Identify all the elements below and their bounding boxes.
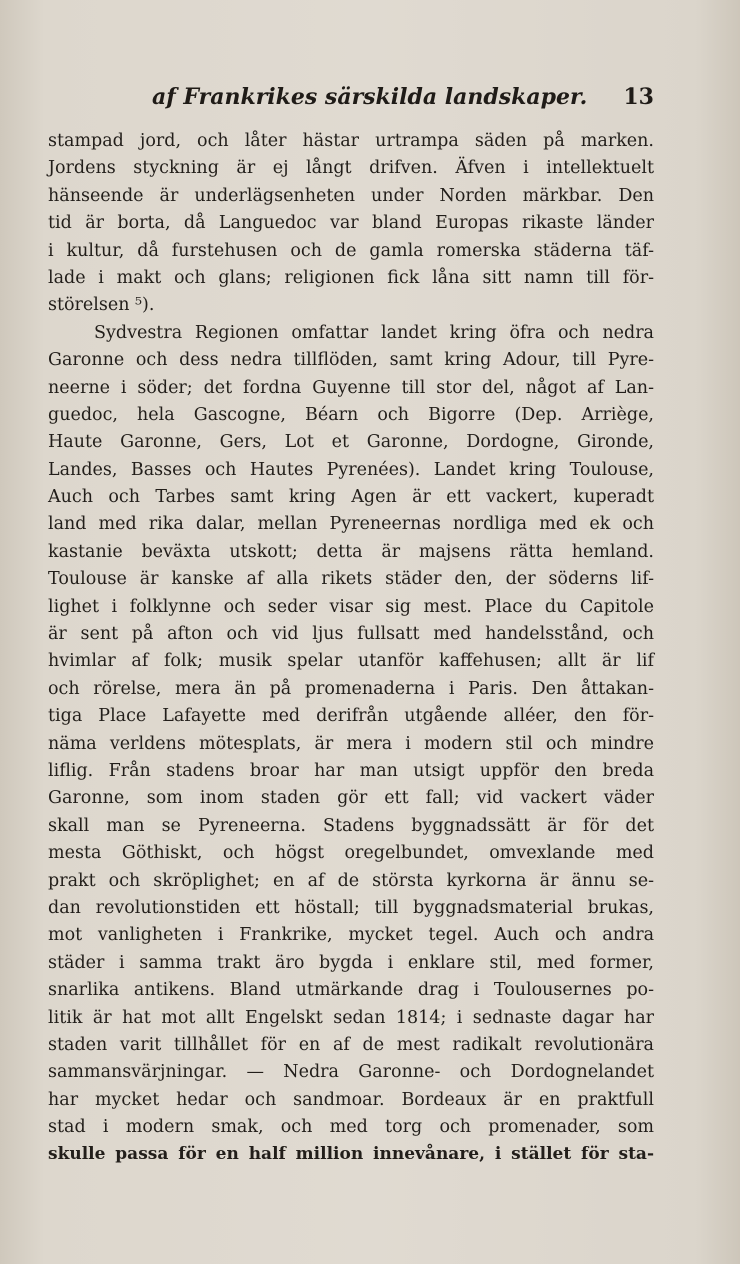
text-line: Jordens styckning är ej långt drifven. Äfven i intellektuelt (48, 158, 654, 179)
text-line: staden varit tillhållet för en af de mest radikalt revolutionära (48, 1034, 654, 1055)
text-line: Garonne, som inom staden gör ett fall; vid vackert väder (48, 788, 654, 809)
text-line: Auch och Tarbes samt kring Agen är ett vackert, kuperadt (48, 487, 654, 508)
text-line: land med rika dalar, mellan Pyreneernas nordliga med ek och (48, 514, 654, 535)
running-title: af Frankrikes särskilda landskaper. (152, 84, 588, 110)
text-line: snarlika antikens. Bland utmärkande drag i Toulousernes po- (48, 980, 654, 1001)
body-text (48, 128, 654, 1169)
text-line: tid är borta, då Languedoc var bland Europas rikaste länder (48, 213, 654, 234)
text-line: och rörelse, mera än på promenaderna i Paris. Den åttakan- (48, 678, 654, 699)
text-line: stampad jord, och låter hästar urtrampa säden på marken. (48, 131, 654, 151)
text-line: tiga Place Lafayette med derifrån utgående alléer, den för- (48, 706, 654, 727)
text-line: sammansvärjningar. — Nedra Garonne- och Dordognelandet (48, 1062, 654, 1083)
text-line: Toulouse är kanske af alla rikets städer den, der söderns lif- (48, 569, 654, 590)
text-line: Garonne och dess nedra tillflöden, samt kring Adour, till Pyre- (48, 350, 654, 371)
text-line: hänseende är underlägsenheten under Norden märkbar. Den (48, 185, 654, 206)
text-line: lade i makt och glans; religionen fick låna sitt namn till för- (48, 267, 654, 288)
text-line: neerne i söder; det fordna Guyenne till stor del, något af Lan- (48, 377, 654, 398)
paragraph-start-line: Sydvestra Regionen omfattar landet kring öfra och nedra (94, 322, 654, 343)
text-line: lighet i folklynne och seder visar sig mest. Place du Capitole (48, 596, 654, 617)
text-line: Landes, Basses och Hautes Pyrenées). Landet kring Toulouse, (48, 459, 654, 480)
page-header (48, 84, 658, 120)
text-line: prakt och skröplighet; en af de största kyrkorna är ännu se- (48, 870, 654, 891)
text-line: i kultur, då furstehusen och de gamla romerska städerna täf- (48, 240, 654, 261)
text-line: guedoc, hela Gascogne, Béarn och Bigorre (Dep. Arriège, (48, 404, 654, 425)
text-line: störelsen ⁵). (48, 295, 155, 316)
text-line: kastanie beväxta utskott; detta är majsens rätta hemland. (48, 541, 654, 562)
text-line: skall man se Pyreneerna. Stadens byggnadssätt är för det (48, 815, 654, 836)
text-line: skulle passa för en half million innevånare, i stället för sta- (48, 1144, 654, 1165)
text-line: liflig. Från stadens broar har man utsigt uppför den breda (48, 760, 654, 781)
text-line: hvimlar af folk; musik spelar utanför kaffehusen; allt är lif (48, 651, 654, 672)
text-line: näma verldens mötesplats, är mera i modern stil och mindre (48, 733, 654, 754)
page-number: 13 (623, 84, 654, 110)
text-line: litik är hat mot allt Engelskt sedan 1814; i sednaste dagar har (48, 1007, 654, 1028)
text-line: mesta Göthiskt, och högst oregelbundet, omvexlande med (48, 843, 654, 864)
text-line: är sent på afton och vid ljus fullsatt med handelsstånd, och (48, 624, 654, 645)
text-line: Haute Garonne, Gers, Lot et Garonne, Dordogne, Gironde, (48, 432, 654, 453)
text-line: stad i modern smak, och med torg och promenader, som (48, 1117, 654, 1138)
text-line: städer i samma trakt äro bygda i enklare stil, med former, (48, 952, 654, 973)
text-line: dan revolutionstiden ett höstall; till byggnadsmaterial brukas, (48, 897, 654, 918)
text-line: har mycket hedar och sandmoar. Bordeaux är en praktfull (48, 1089, 654, 1110)
text-line: mot vanligheten i Frankrike, mycket tegel. Auch och andra (48, 925, 654, 946)
